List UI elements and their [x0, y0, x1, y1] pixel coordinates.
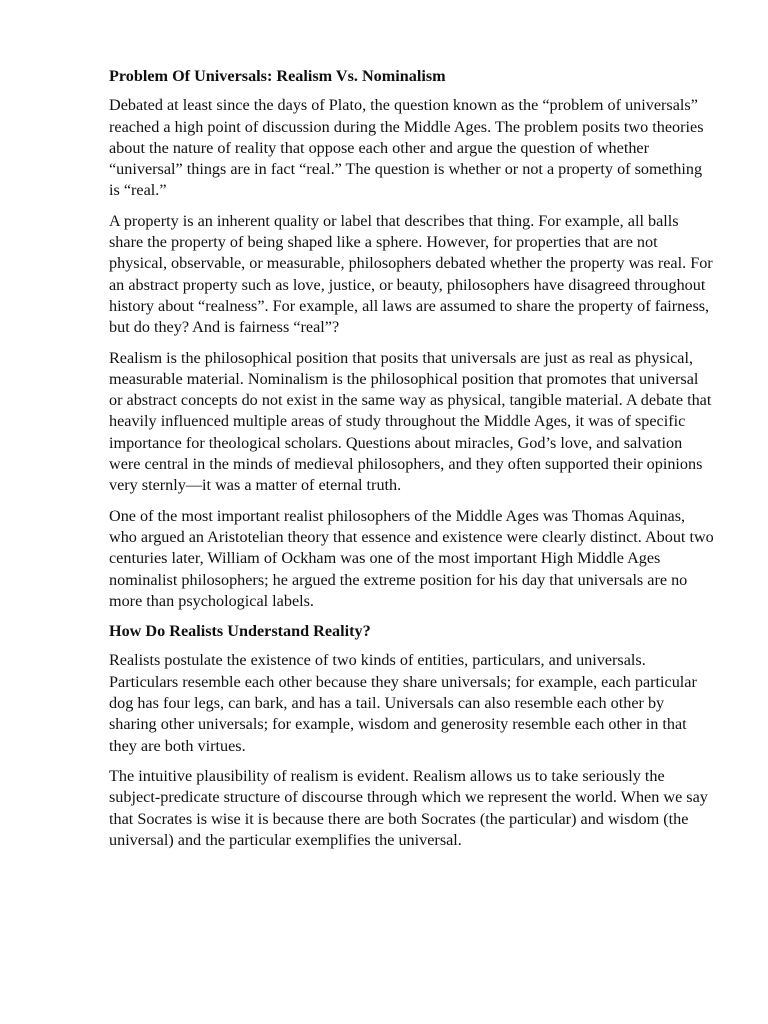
- paragraph-plausibility: The intuitive plausibility of realism is evident. Realism allows us to take seriously the subject-predicate structure of discourse through which we represent the world. When we say that Socrates is wise it is because there are both Socrates (the particular) and wisdom (the universal) and the particular exemplifies the universal.: [109, 766, 708, 849]
- paragraph-intro: Debated at least since the days of Plato, the question known as the “problem of universals” reached a high point of discussion during the Middle Ages. The problem posits two theories about the nature of reality that oppose each other and argue the question of whether “universal” things are in fact “real.” The question is whether or not a property of something is “real.”: [109, 96, 704, 200]
- paragraph-property: A property is an inherent quality or label that describes that thing. For example, all balls share the property of being shaped like a sphere. However, for properties that are not physical, observable, or measurable, philosophers debated whether the property was real. For an abstract property such as love, justice, or beauty, philosophers have disagreed throughout history about “realness”. For example, all laws are assumed to share the property of fairness, but do they? And is fairness “real”?: [109, 211, 713, 337]
- paragraph-particulars-universals: Realists postulate the existence of two kinds of entities, particulars, and universals. Particulars resemble each other because they share universals; for example, each particular dog has four legs, can bark, and has a tail. Universals can also resemble each other by sharing other universals; for example, wisdom and generosity resemble each other in that they are both virtues.: [109, 651, 697, 755]
- paragraph-aquinas-ockham: One of the most important realist philosophers of the Middle Ages was Thomas Aquinas, who argued an Aristotelian theory that essence and existence were clearly distinct. About two centuries later, William of Ockham was one of the most important High Middle Ages nominalist philosophers; he argued the extreme position for his day that universals are no more than psychological labels.: [109, 506, 714, 610]
- section-heading-realists: How Do Realists Understand Reality?: [109, 622, 371, 641]
- document-page: [109, 66, 715, 860]
- section-heading-problem-of-universals: Problem Of Universals: Realism Vs. Nominalism: [109, 67, 446, 85]
- paragraph-realism-nominalism: Realism is the philosophical position that posits that universals are just as real as physical, measurable material. Nominalism is the philosophical position that promotes that universal or abstract concepts do not exist in the same way as physical, tangible material. A debate that heavily influenced multiple areas of study throughout the Middle Ages, it was of specific importance for theological scholars. Questions about miracles, God’s love, and salvation were central in the minds of medieval philosophers, and they often supported their opinions very sternly—it was a matter of eternal truth.: [109, 348, 712, 495]
